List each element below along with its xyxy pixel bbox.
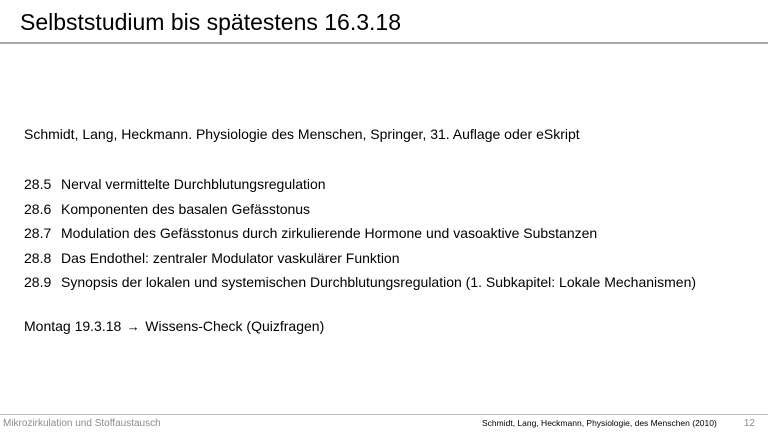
right-arrow-icon: → <box>126 318 140 334</box>
footer-topic: Mikrozirkulation und Stoffaustausch <box>3 418 161 429</box>
chapter-list <box>24 174 754 297</box>
chapter-item <box>24 223 754 248</box>
chapter-number: 28.5 <box>24 176 52 192</box>
chapter-item <box>24 174 754 199</box>
chapter-title: Synopsis der lokalen und systemischen Durchblutungsregulation (1. Subkapitel: Lokale Mechanismen) <box>61 274 697 290</box>
chapter-number: 28.6 <box>24 200 52 217</box>
quiz-deadline <box>24 316 754 336</box>
deadline-date: Montag 19.3.18 <box>24 317 122 334</box>
footer-divider <box>0 414 768 415</box>
chapter-item <box>24 272 754 297</box>
chapter-title: Das Endothel: zentraler Modulator vaskulärer Funktion <box>61 249 400 266</box>
deadline-text: Wissens-Check (Quizfragen) <box>145 317 325 334</box>
title-divider <box>0 42 768 44</box>
chapter-item <box>24 199 754 224</box>
slide-content <box>24 124 754 336</box>
footer-source: Schmidt, Lang, Heckmann, Physiologie, des Menschen (2010) <box>482 418 717 428</box>
chapter-number: 28.7 <box>24 225 52 241</box>
slide-title: Selbststudium bis spätestens 16.3.18 <box>20 9 402 35</box>
page-number: 12 <box>743 418 755 429</box>
textbook-reference: Schmidt, Lang, Heckmann. Physiologie des Menschen, Springer, 31. Auflage oder eSkript <box>24 126 580 142</box>
chapter-number: 28.9 <box>24 274 52 290</box>
chapter-number: 28.8 <box>24 249 52 266</box>
chapter-title: Modulation des Gefässtonus durch zirkulierende Hormone und vasoaktive Substanzen <box>61 225 598 241</box>
chapter-item <box>24 248 754 273</box>
chapter-title: Nerval vermittelte Durchblutungsregulation <box>61 176 326 192</box>
chapter-title: Komponenten des basalen Gefässtonus <box>61 200 311 217</box>
